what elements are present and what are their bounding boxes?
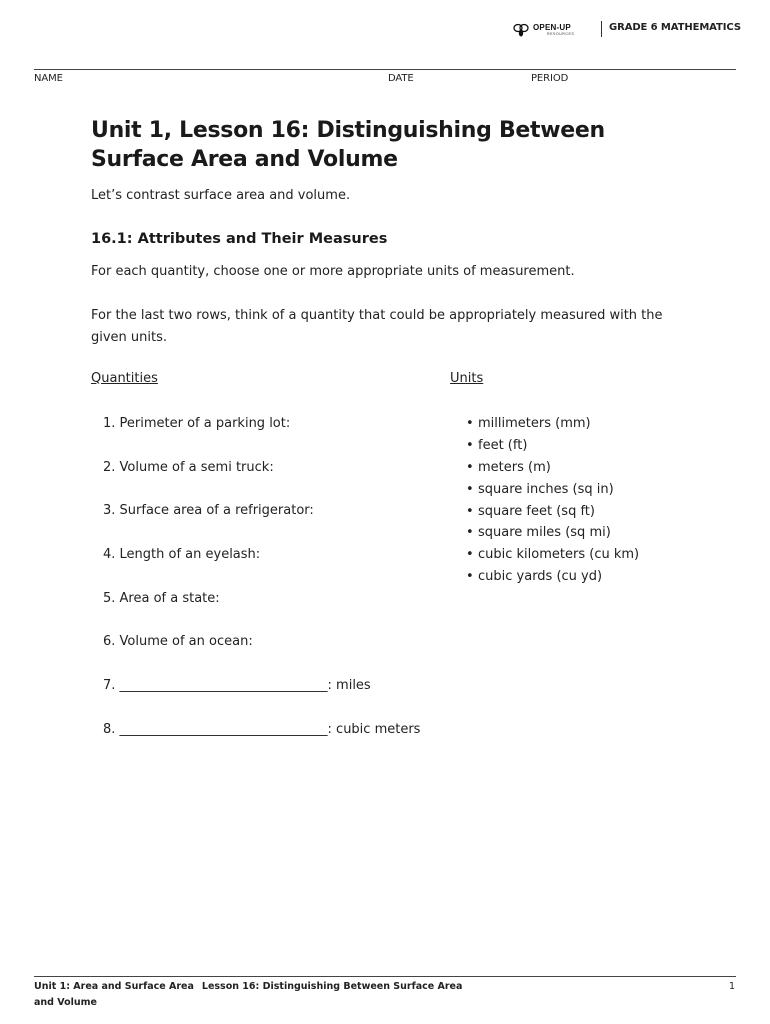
grade-label: GRADE 6 MATHEMATICS [609, 22, 741, 33]
activity-instruction-2: For the last two rows, think of a quantity that could be appropriately measured with the given units. [91, 308, 663, 345]
quantity-item: 3. Surface area of a refrigerator: [103, 503, 314, 519]
unit-label: feet (ft) [478, 437, 528, 453]
quantity-item: 4. Length of an eyelash: [103, 547, 261, 563]
unit-label: cubic yards (cu yd) [478, 569, 603, 585]
bullet-icon: • [466, 525, 474, 541]
publisher-logo [513, 22, 574, 38]
footer-title [34, 979, 474, 1011]
activity-instruction-1: For each quantity, choose one or more appropriate units of measurement. [91, 264, 575, 279]
quantity-item: 5. Area of a state: [103, 590, 220, 606]
bullet-icon: • [466, 416, 474, 431]
unit-item [466, 457, 639, 479]
unit-item [466, 522, 639, 544]
page-number: 1 [729, 981, 736, 992]
bee-icon [513, 23, 529, 37]
unit-item [466, 479, 639, 501]
quantity-item: 2. Volume of a semi truck: [103, 459, 274, 475]
name-field-label: NAME [34, 73, 63, 84]
activity-title: 16.1: Attributes and Their Measures [91, 231, 388, 247]
unit-label: meters (m) [478, 459, 551, 475]
unit-label: square inches (sq in) [478, 481, 614, 497]
name-line [34, 69, 736, 70]
units-list [466, 413, 639, 588]
unit-item [466, 566, 639, 588]
footer-lesson: Lesson 16: Distinguishing Between Surface Area and Volume [34, 981, 463, 1008]
bullet-icon: • [466, 503, 474, 519]
unit-item [466, 413, 639, 435]
unit-label: cubic kilometers (cu km) [478, 547, 640, 563]
header-divider [601, 21, 602, 37]
quantity-item: 6. Volume of an ocean: [103, 634, 253, 650]
unit-item [466, 544, 639, 566]
unit-label: square feet (sq ft) [478, 503, 595, 519]
footer-line [34, 976, 736, 977]
bullet-icon: • [466, 569, 474, 585]
logo-subtext: RESOURCES [547, 31, 575, 36]
quantities-list [103, 413, 420, 763]
lesson-title: Unit 1, Lesson 16: Distinguishing Between Surface Area and Volume [91, 118, 605, 172]
unit-item [466, 435, 639, 457]
period-field-label: PERIOD [531, 73, 569, 84]
bullet-icon: • [466, 459, 474, 475]
bullet-icon: • [466, 437, 474, 453]
unit-label: square miles (sq mi) [478, 525, 611, 541]
bullet-icon: • [466, 547, 474, 563]
units-heading: Units [450, 371, 484, 386]
quantity-item-blank: 7. ________________________________: miles [103, 678, 371, 694]
date-field-label: DATE [388, 73, 414, 84]
lesson-subtitle: Let’s contrast surface area and volume. [91, 188, 351, 203]
unit-label: millimeters (mm) [478, 416, 591, 431]
footer-unit: Unit 1: Area and Surface Area [34, 981, 194, 992]
quantity-item-blank: 8. ________________________________: cubic meters [103, 721, 421, 737]
quantity-item: 1. Perimeter of a parking lot: [103, 416, 291, 431]
bullet-icon: • [466, 481, 474, 497]
unit-item [466, 501, 639, 523]
quantities-heading: Quantities [91, 371, 158, 386]
logo-text: OPEN-UP [533, 22, 571, 32]
